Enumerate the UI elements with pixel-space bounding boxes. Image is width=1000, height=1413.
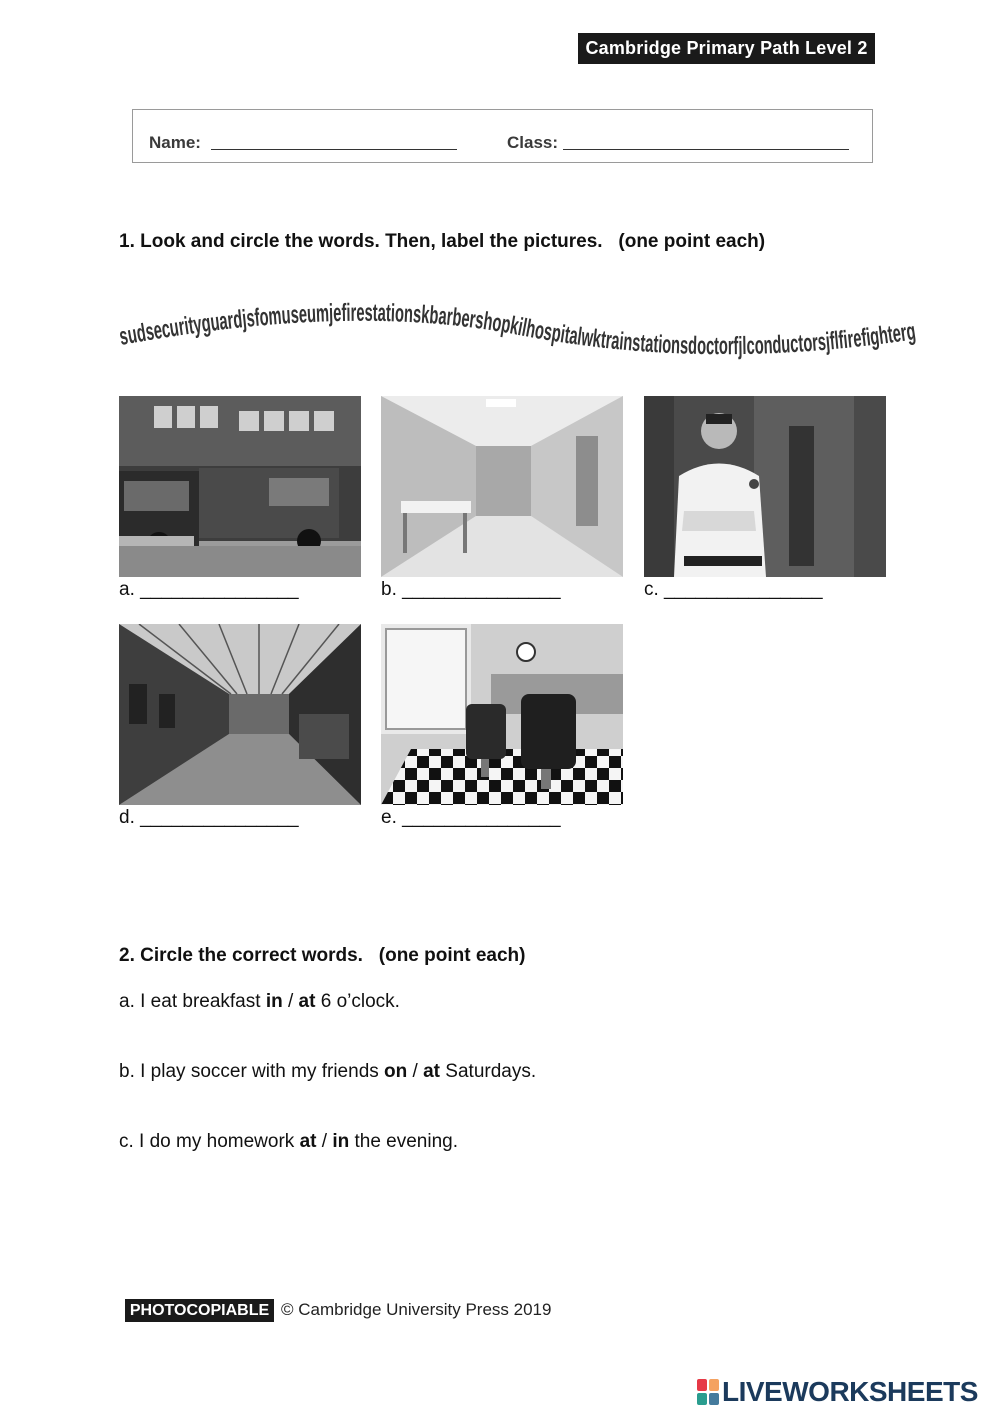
sentence-text: 6 o’clock. (315, 991, 400, 1012)
word-search[interactable] (119, 300, 925, 375)
liveworksheets-wordmark: LIVEWORKSHEETS (722, 1376, 978, 1407)
fire-engines-photo (119, 396, 361, 577)
copyright-text: © Cambridge University Press 2019 (281, 1300, 552, 1319)
security-guard-photo (644, 396, 886, 577)
separator: / (282, 991, 299, 1012)
svg-text:sudsecurityguardjsfomuseumjefi (117, 298, 924, 361)
barbershop-photo (381, 624, 623, 805)
sentence-text: b. I play soccer with my friends (119, 1061, 385, 1082)
label-e[interactable]: e. _______________ (381, 807, 561, 828)
train-station-photo (119, 624, 361, 805)
label-a[interactable]: a. _______________ (119, 579, 299, 600)
photocopiable-badge: PHOTOCOPIABLE (125, 1299, 274, 1322)
question-1-title: 1. Look and circle the words. Then, label the pictures. (one point each) (119, 231, 766, 252)
level-badge: Cambridge Primary Path Level 2 (578, 33, 875, 64)
name-label: Name: (149, 133, 201, 152)
hospital-corridor-photo (381, 396, 623, 577)
sentence-c (119, 1131, 458, 1153)
label-d[interactable]: d. _______________ (119, 807, 299, 828)
separator: / (316, 1131, 333, 1152)
label-b[interactable]: b. _______________ (381, 579, 561, 600)
sentence-text: Saturdays. (440, 1061, 537, 1082)
choice-word[interactable]: in (332, 1131, 350, 1152)
class-label: Class: (507, 133, 559, 152)
sentence-text: the evening. (349, 1131, 459, 1152)
liveworksheets-logo[interactable] (697, 1376, 978, 1408)
class-line (563, 149, 849, 150)
choice-word[interactable]: at (298, 991, 316, 1012)
sentence-b (119, 1061, 536, 1083)
sentence-a (119, 991, 400, 1013)
choice-word[interactable]: at (299, 1131, 317, 1152)
choice-word[interactable]: in (265, 991, 283, 1012)
name-class-box (132, 109, 873, 163)
liveworksheets-icon (697, 1379, 719, 1405)
choice-word[interactable]: at (423, 1061, 441, 1082)
question-2-title: 2. Circle the correct words. (one point each) (119, 945, 526, 966)
sentence-text: a. I eat breakfast (119, 991, 266, 1012)
sentence-text: c. I do my homework (119, 1131, 300, 1152)
separator: / (407, 1061, 424, 1082)
label-c[interactable]: c. _______________ (644, 579, 823, 600)
name-line (211, 149, 457, 150)
word-search-letters: sudsecurityguardjsfomuseumjefirestationskbarbershopkilhospitalwktrainstationsdoctorfjlconductorsjflfirefighterg (117, 298, 924, 361)
choice-word[interactable]: on (384, 1061, 408, 1082)
